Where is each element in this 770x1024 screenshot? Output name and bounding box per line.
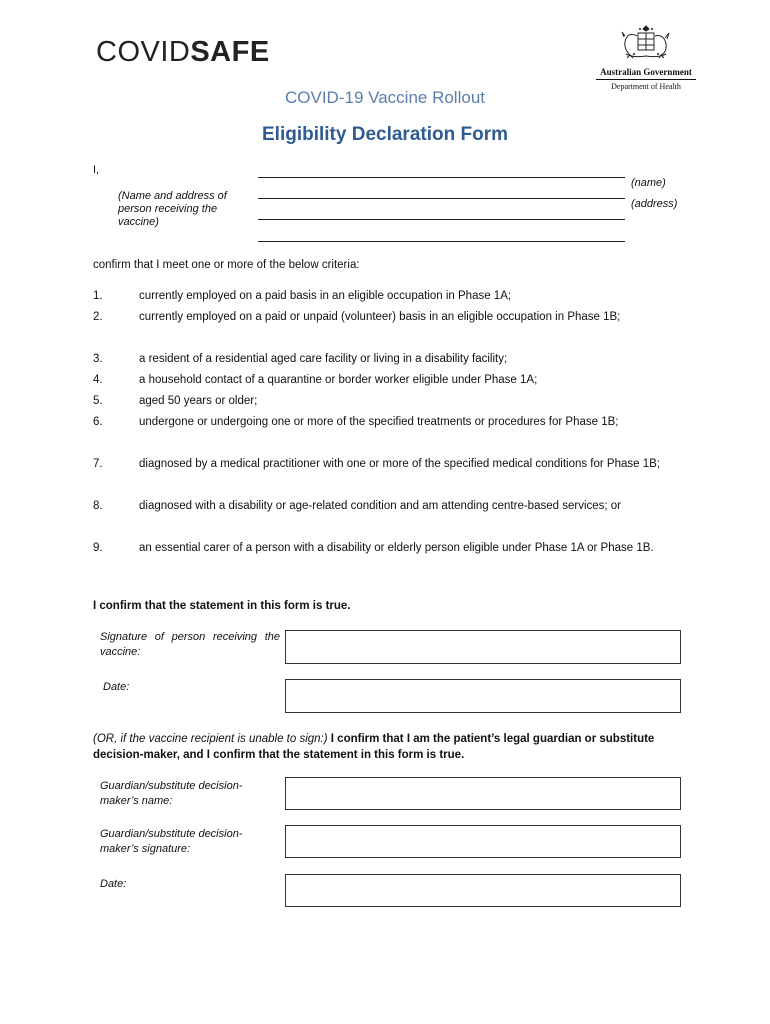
list-item-text: currently employed on a paid basis in an eligible occupation in Phase 1A; [139, 290, 512, 302]
guardian-signature-label: Guardian/substitute decision-maker’s signature: [100, 828, 243, 855]
guardian-intro-bold: I confirm that I am the patient’s legal guardian or substitute decision-maker, and I confirm that the statement in this form is true. [93, 733, 655, 761]
guardian-name-label: Guardian/substitute decision-maker’s name: [100, 780, 243, 807]
recipient-signature-label: Signature of person receiving the vaccine: [100, 631, 280, 658]
name-address-label: (Name and address of person receiving the vaccine) [118, 190, 227, 228]
list-item-number: 6. [93, 416, 103, 428]
criteria-intro: confirm that I meet one or more of the below criteria: [93, 259, 360, 271]
recipient-date-field[interactable] [285, 679, 681, 713]
name-field-label: (name) [631, 177, 666, 189]
list-item-text: an essential carer of a person with a disability or elderly person eligible under Phase 1A or Phase 1B. [139, 542, 654, 554]
list-item-text: a household contact of a quarantine or border worker eligible under Phase 1A; [139, 374, 538, 386]
list-item-text: a resident of a residential aged care facility or living in a disability facility; [139, 353, 508, 365]
list-item-number: 8. [93, 500, 103, 512]
guardian-name-field[interactable] [285, 777, 681, 810]
form-subtitle: COVID-19 Vaccine Rollout [285, 88, 485, 107]
list-item-number: 7. [93, 458, 103, 470]
list-item-number: 4. [93, 374, 103, 386]
list-item-text: diagnosed by a medical practitioner with one or more of the specified medical conditions for Phase 1B; [139, 458, 660, 470]
guardian-intro-italic: (OR, if the vaccine recipient is unable to sign:) [93, 733, 328, 745]
address-line-3[interactable] [258, 241, 625, 242]
confirm-statement: I confirm that the statement in this form is true. [93, 600, 351, 612]
list-item-number: 9. [93, 542, 103, 554]
government-name: Australian Government [600, 67, 692, 77]
covidsafe-logo [96, 38, 270, 67]
form-title: Eligibility Declaration Form [262, 124, 508, 145]
department-name: Department of Health [611, 82, 681, 91]
name-line[interactable] [258, 177, 625, 178]
guardian-date-field[interactable] [285, 874, 681, 907]
guardian-intro [93, 731, 673, 763]
guardian-signature-field[interactable] [285, 825, 681, 858]
list-item-text: currently employed on a paid or unpaid (volunteer) basis in an eligible occupation in Phase 1B; [139, 311, 621, 323]
recipient-date-label: Date: [103, 681, 130, 693]
address-line-2[interactable] [258, 219, 625, 220]
logo-text-bold: SAFE [190, 36, 270, 68]
government-divider [596, 79, 696, 80]
list-item-number: 2. [93, 311, 103, 323]
list-item-number: 3. [93, 353, 103, 365]
government-logo [596, 24, 696, 91]
coat-of-arms-icon [616, 24, 676, 60]
list-item-number: 1. [93, 290, 103, 302]
address-line-1[interactable] [258, 198, 625, 199]
i-label: I, [93, 164, 100, 176]
list-item-text: diagnosed with a disability or age-related condition and am attending centre-based services; or [139, 500, 622, 512]
list-item-text: aged 50 years or older; [139, 395, 258, 407]
list-item-number: 5. [93, 395, 103, 407]
list-item-text: undergone or undergoing one or more of the specified treatments or procedures for Phase 1B; [139, 416, 619, 428]
address-field-label: (address) [631, 198, 678, 210]
guardian-date-label: Date: [100, 878, 127, 890]
logo-text-light: COVID [96, 36, 191, 68]
recipient-signature-field[interactable] [285, 630, 681, 664]
